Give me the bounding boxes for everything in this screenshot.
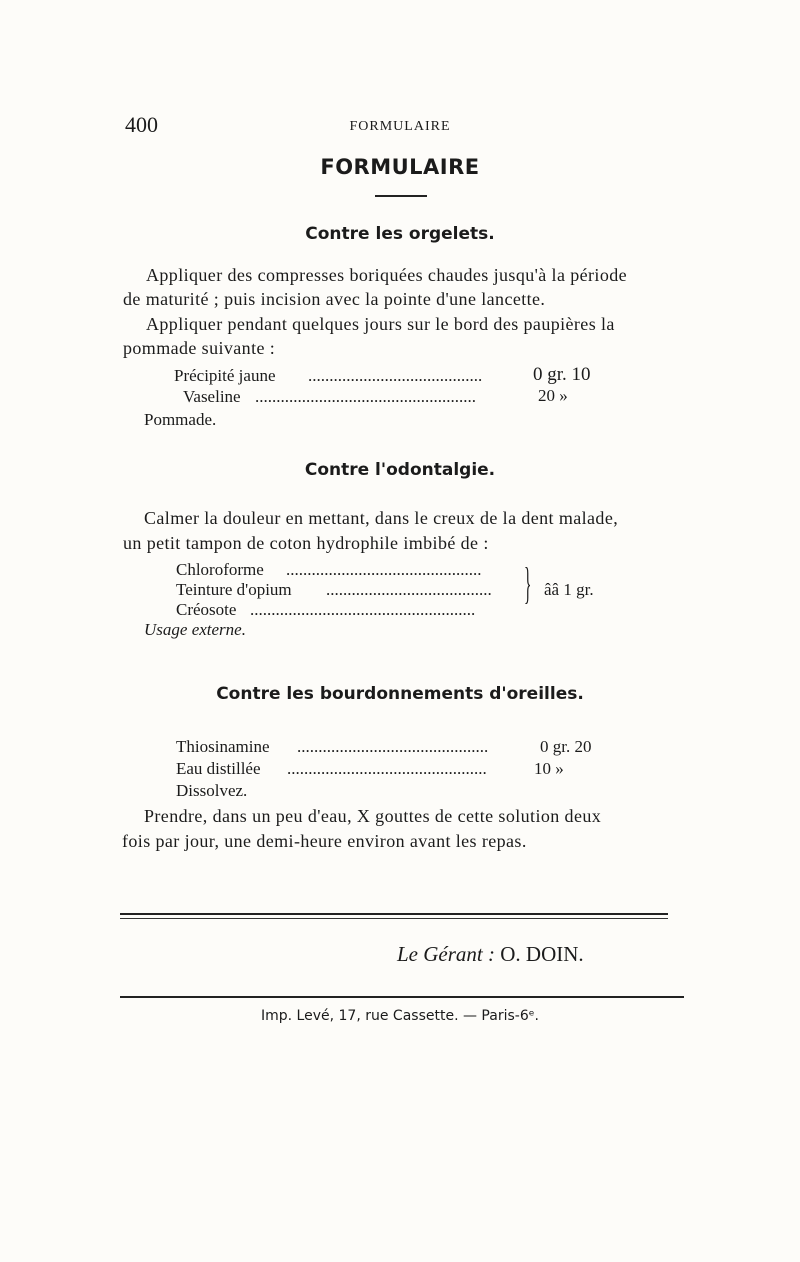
usage-note: Usage externe.: [144, 620, 246, 639]
leader-dots: .......................................: [326, 580, 492, 599]
recipe-ingredient: Précipité jaune: [174, 366, 276, 385]
instruction: Dissolvez.: [176, 781, 248, 800]
recipe-ingredient: Chloroforme: [176, 560, 264, 579]
leader-dots: .....................................................: [250, 600, 476, 619]
recipe-ingredient: Teinture d'opium: [176, 580, 292, 599]
recipe-quantity: 20 »: [538, 386, 568, 405]
title-rule: [375, 195, 427, 197]
recipe-ingredient: Vaseline: [183, 387, 241, 406]
imprint-printer: Levé: [296, 1008, 330, 1024]
section-heading-orgelets: Contre les orgelets.: [305, 224, 495, 244]
paragraph-line: fois par jour, une demi-heure environ avant les repas.: [122, 831, 527, 851]
paragraph-line: Calmer la douleur en mettant, dans le creux de la dent malade,: [144, 508, 619, 528]
group-quantity: ââ 1 gr.: [544, 580, 594, 599]
imprint-line: [0, 1008, 800, 1024]
imprint-prefix: Imp.: [260, 1008, 293, 1024]
leader-dots: .........................................: [308, 366, 483, 385]
running-head-text: FORMULAIRE: [349, 119, 451, 134]
leader-dots: ..............................................: [286, 560, 482, 579]
recipe-quantity: 0 gr. 20: [540, 737, 592, 756]
paragraph-line: pommade suivante :: [123, 338, 276, 358]
running-head: [0, 119, 800, 135]
footer-rule: [120, 918, 668, 919]
leader-dots: ...............................................: [287, 759, 487, 778]
leader-dots: .............................................: [297, 737, 489, 756]
page-title: FORMULAIRE: [320, 155, 480, 179]
section-heading-odontalgie: Contre l'odontalgie.: [304, 460, 496, 480]
recipe-ingredient: Eau distillée: [176, 759, 261, 778]
recipe-closing: Pommade.: [144, 410, 217, 429]
paragraph-line: de maturité ; puis incision avec la pointe d'une lancette.: [123, 289, 546, 309]
paragraph-line: un petit tampon de coton hydrophile imbibé de :: [123, 533, 489, 553]
page-number: 400: [125, 112, 158, 137]
paragraph-line: Appliquer pendant quelques jours sur le bord des paupières la: [146, 314, 615, 334]
leader-dots: ....................................................: [255, 387, 476, 406]
gerant-label: Le Gérant :: [397, 942, 495, 966]
imprint-rule: [120, 996, 684, 998]
recipe-ingredient: Créosote: [176, 600, 237, 619]
section-heading-bourdonnements: Contre les bourdonnements d'oreilles.: [216, 684, 584, 704]
recipe-quantity: 10 »: [534, 759, 564, 778]
gerant-signature: [397, 942, 584, 967]
recipe-ingredient: Thiosinamine: [176, 737, 270, 756]
paragraph-line: Appliquer des compresses boriquées chaudes jusqu'à la période: [146, 265, 628, 285]
gerant-name: O. DOIN.: [500, 942, 584, 966]
curly-brace-icon: }: [524, 559, 532, 608]
recipe-quantity: 0 gr. 10: [533, 364, 591, 385]
footer-rule: [120, 913, 668, 915]
paragraph-line: Prendre, dans un peu d'eau, X gouttes de cette solution deux: [144, 806, 602, 826]
imprint-address: , 17, rue Cassette. — Paris-6ᵉ.: [329, 1008, 540, 1024]
